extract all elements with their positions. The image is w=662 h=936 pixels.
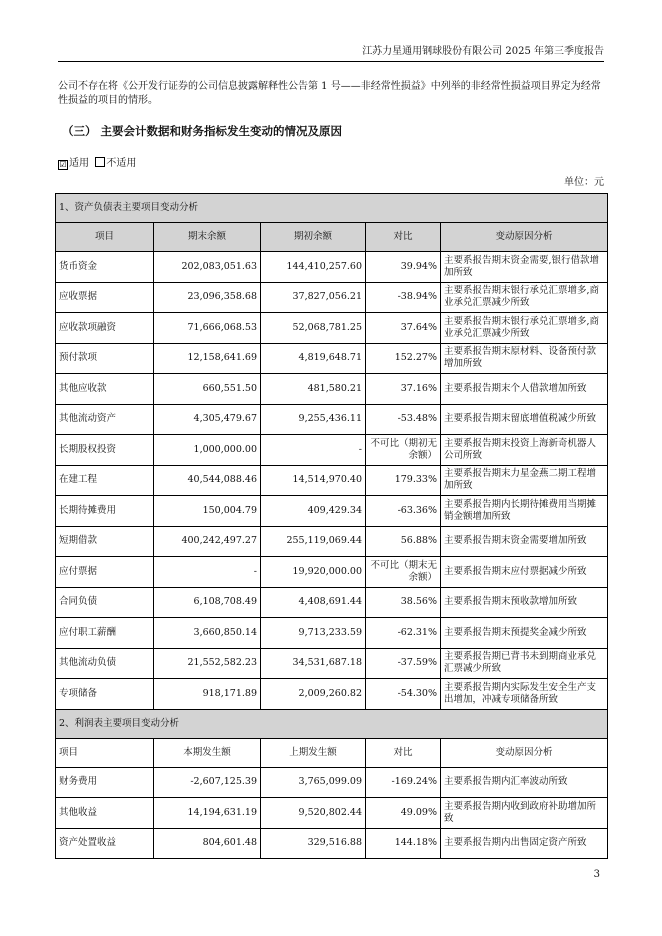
column-header: 变动原因分析 [441, 223, 608, 252]
checked-checkbox[interactable]: ☑ [59, 160, 67, 169]
table-header-row [56, 738, 608, 767]
current-value-cell: 202,083,051.63 [154, 252, 261, 283]
column-header: 期初余额 [261, 223, 366, 252]
prior-value-cell: 144,410,257.60 [261, 252, 366, 283]
applicability-options [58, 157, 136, 170]
change-ratio-cell: -63.36% [366, 496, 441, 527]
current-value-cell: 918,171.89 [154, 679, 261, 710]
table-row [56, 404, 608, 435]
reason-cell: 主要系报告期末预收款增加所致 [441, 587, 608, 618]
table-row [56, 587, 608, 618]
prior-value-cell: 37,827,056.21 [261, 282, 366, 313]
table-row [56, 252, 608, 283]
prior-value-cell: 19,920,000.00 [261, 557, 366, 588]
prior-value-cell: 52,068,781.25 [261, 313, 366, 344]
applicable-label: 适用 [69, 158, 89, 169]
current-value-cell: 23,096,358.68 [154, 282, 261, 313]
table-row [56, 313, 608, 344]
change-ratio-cell: 56.88% [366, 526, 441, 557]
table-row [56, 282, 608, 313]
reason-cell: 主要系报告期末留底增值税减少所致 [441, 404, 608, 435]
change-ratio-cell: 37.16% [366, 374, 441, 405]
item-name-cell: 资产处置收益 [56, 828, 154, 859]
column-header: 变动原因分析 [441, 738, 608, 767]
item-name-cell: 长期股权投资 [56, 435, 154, 466]
current-value-cell: 6,108,708.49 [154, 587, 261, 618]
page-number: 3 [593, 869, 600, 880]
reason-cell: 主要系报告期末预提奖金减少所致 [441, 618, 608, 649]
prior-value-cell: - [261, 435, 366, 466]
prior-value-cell: 9,255,436.11 [261, 404, 366, 435]
reason-cell: 主要系报告期末银行承兑汇票增多,商业承兑汇票减少所致 [441, 313, 608, 344]
current-value-cell: 804,601.48 [154, 828, 261, 859]
change-ratio-cell: 179.33% [366, 465, 441, 496]
prior-value-cell: 3,765,099.09 [261, 767, 366, 798]
page-header [58, 45, 604, 62]
balance_sheet-section-row [56, 194, 608, 223]
prior-value-cell: 2,009,260.82 [261, 679, 366, 710]
table-row [56, 435, 608, 466]
table-row [56, 618, 608, 649]
prior-value-cell: 9,713,233.59 [261, 618, 366, 649]
current-value-cell: 71,666,068.53 [154, 313, 261, 344]
prior-value-cell: 14,514,970.40 [261, 465, 366, 496]
change-ratio-cell: -62.31% [366, 618, 441, 649]
column-header: 上期发生额 [261, 738, 366, 767]
item-name-cell: 财务费用 [56, 767, 154, 798]
financial-changes-table [55, 193, 608, 859]
reason-cell: 主要系报告期内长期待摊费用当期摊销金额增加所致 [441, 496, 608, 527]
item-name-cell: 其他收益 [56, 798, 154, 829]
reason-cell: 主要系报告期末银行承兑汇票增多,商业承兑汇票减少所致 [441, 282, 608, 313]
item-name-cell: 应付职工薪酬 [56, 618, 154, 649]
item-name-cell: 应收款项融资 [56, 313, 154, 344]
change-ratio-cell: 152.27% [366, 343, 441, 374]
item-name-cell: 其他流动负债 [56, 648, 154, 679]
table-header-row [56, 223, 608, 252]
item-name-cell: 应付票据 [56, 557, 154, 588]
intro-paragraph: 公司不存在将《公开发行证券的公司信息披露解释性公告第 1 号——非经常性损益》中列举的非经常性损益项目界定为经常性损益的项目的情形。 [58, 81, 601, 106]
column-header: 本期发生额 [154, 738, 261, 767]
change-ratio-cell: 不可比（期初无余额） [366, 435, 441, 466]
column-header: 对比 [366, 223, 441, 252]
current-value-cell: 40,544,088.46 [154, 465, 261, 496]
table-row [56, 526, 608, 557]
current-value-cell: -2,607,125.39 [154, 767, 261, 798]
prior-value-cell: 481,580.21 [261, 374, 366, 405]
item-name-cell: 短期借款 [56, 526, 154, 557]
table-row [56, 828, 608, 859]
table-row [56, 557, 608, 588]
table-row [56, 767, 608, 798]
current-value-cell: 3,660,850.14 [154, 618, 261, 649]
change-ratio-cell: 144.18% [366, 828, 441, 859]
income_statement-section-row [56, 709, 608, 738]
unchecked-checkbox[interactable] [95, 157, 105, 167]
table-row [56, 343, 608, 374]
section-label: 1、资产负债表主要项目变动分析 [56, 194, 608, 223]
reason-cell: 主要系报告期内实际发生安全生产支出增加，冲减专项储备所致 [441, 679, 608, 710]
item-name-cell: 应收票据 [56, 282, 154, 313]
reason-cell: 主要系报告期内汇率波动所致 [441, 767, 608, 798]
reason-cell: 主要系报告期末应付票据减少所致 [441, 557, 608, 588]
section-title: （三） 主要会计数据和财务指标发生变动的情况及原因 [62, 124, 343, 138]
change-ratio-cell: 38.56% [366, 587, 441, 618]
prior-value-cell: 9,520,802.44 [261, 798, 366, 829]
reason-cell: 主要系报告期末力星金燕二期工程增加所致 [441, 465, 608, 496]
item-name-cell: 在建工程 [56, 465, 154, 496]
column-header: 项目 [56, 223, 154, 252]
reason-cell: 主要系报告期末资金需要增加所致 [441, 526, 608, 557]
column-header: 项目 [56, 738, 154, 767]
reason-cell: 主要系报告期内出售固定资产所致 [441, 828, 608, 859]
table-row [56, 798, 608, 829]
item-name-cell: 专项储备 [56, 679, 154, 710]
change-ratio-cell: -169.24% [366, 767, 441, 798]
table-row [56, 465, 608, 496]
reason-cell: 主要系报告期末投资上海新奇机器人公司所致 [441, 435, 608, 466]
reason-cell: 主要系报告期内收到政府补助增加所致 [441, 798, 608, 829]
prior-value-cell: 34,531,687.18 [261, 648, 366, 679]
current-value-cell: 150,004.79 [154, 496, 261, 527]
current-value-cell: 21,552,582.23 [154, 648, 261, 679]
change-ratio-cell: -53.48% [366, 404, 441, 435]
table-row [56, 648, 608, 679]
change-ratio-cell: 不可比（期末无余额） [366, 557, 441, 588]
item-name-cell: 货币资金 [56, 252, 154, 283]
current-value-cell: 1,000,000.00 [154, 435, 261, 466]
reason-cell: 主要系报告期末个人借款增加所致 [441, 374, 608, 405]
table-row [56, 679, 608, 710]
current-value-cell: 12,158,641.69 [154, 343, 261, 374]
table-row [56, 496, 608, 527]
current-value-cell: 660,551.50 [154, 374, 261, 405]
current-value-cell: 14,194,631.19 [154, 798, 261, 829]
item-name-cell: 其他应收款 [56, 374, 154, 405]
reason-cell: 主要系报告期末原材料、设备预付款增加所致 [441, 343, 608, 374]
item-name-cell: 其他流动资产 [56, 404, 154, 435]
table-row [56, 374, 608, 405]
current-value-cell: 4,305,479.67 [154, 404, 261, 435]
item-name-cell: 合同负债 [56, 587, 154, 618]
prior-value-cell: 4,819,648.71 [261, 343, 366, 374]
prior-value-cell: 255,119,069.44 [261, 526, 366, 557]
report-title: 江苏力星通用钢球股份有限公司 2025 年第三季度报告 [362, 46, 604, 57]
column-header: 期末余额 [154, 223, 261, 252]
prior-value-cell: 409,429.34 [261, 496, 366, 527]
reason-cell: 主要系报告期已背书未到期商业承兑汇票减少所致 [441, 648, 608, 679]
change-ratio-cell: -38.94% [366, 282, 441, 313]
prior-value-cell: 4,408,691.44 [261, 587, 366, 618]
column-header: 对比 [366, 738, 441, 767]
change-ratio-cell: 49.09% [366, 798, 441, 829]
not-applicable-label: 不适用 [106, 158, 137, 169]
change-ratio-cell: -37.59% [366, 648, 441, 679]
current-value-cell: - [154, 557, 261, 588]
section-label: 2、利润表主要项目变动分析 [56, 709, 608, 738]
item-name-cell: 长期待摊费用 [56, 496, 154, 527]
unit-label: 单位：元 [564, 177, 604, 188]
change-ratio-cell: 37.64% [366, 313, 441, 344]
item-name-cell: 预付款项 [56, 343, 154, 374]
change-ratio-cell: -54.30% [366, 679, 441, 710]
reason-cell: 主要系报告期末资金需要,银行借款增加所致 [441, 252, 608, 283]
prior-value-cell: 329,516.88 [261, 828, 366, 859]
current-value-cell: 400,242,497.27 [154, 526, 261, 557]
change-ratio-cell: 39.94% [366, 252, 441, 283]
